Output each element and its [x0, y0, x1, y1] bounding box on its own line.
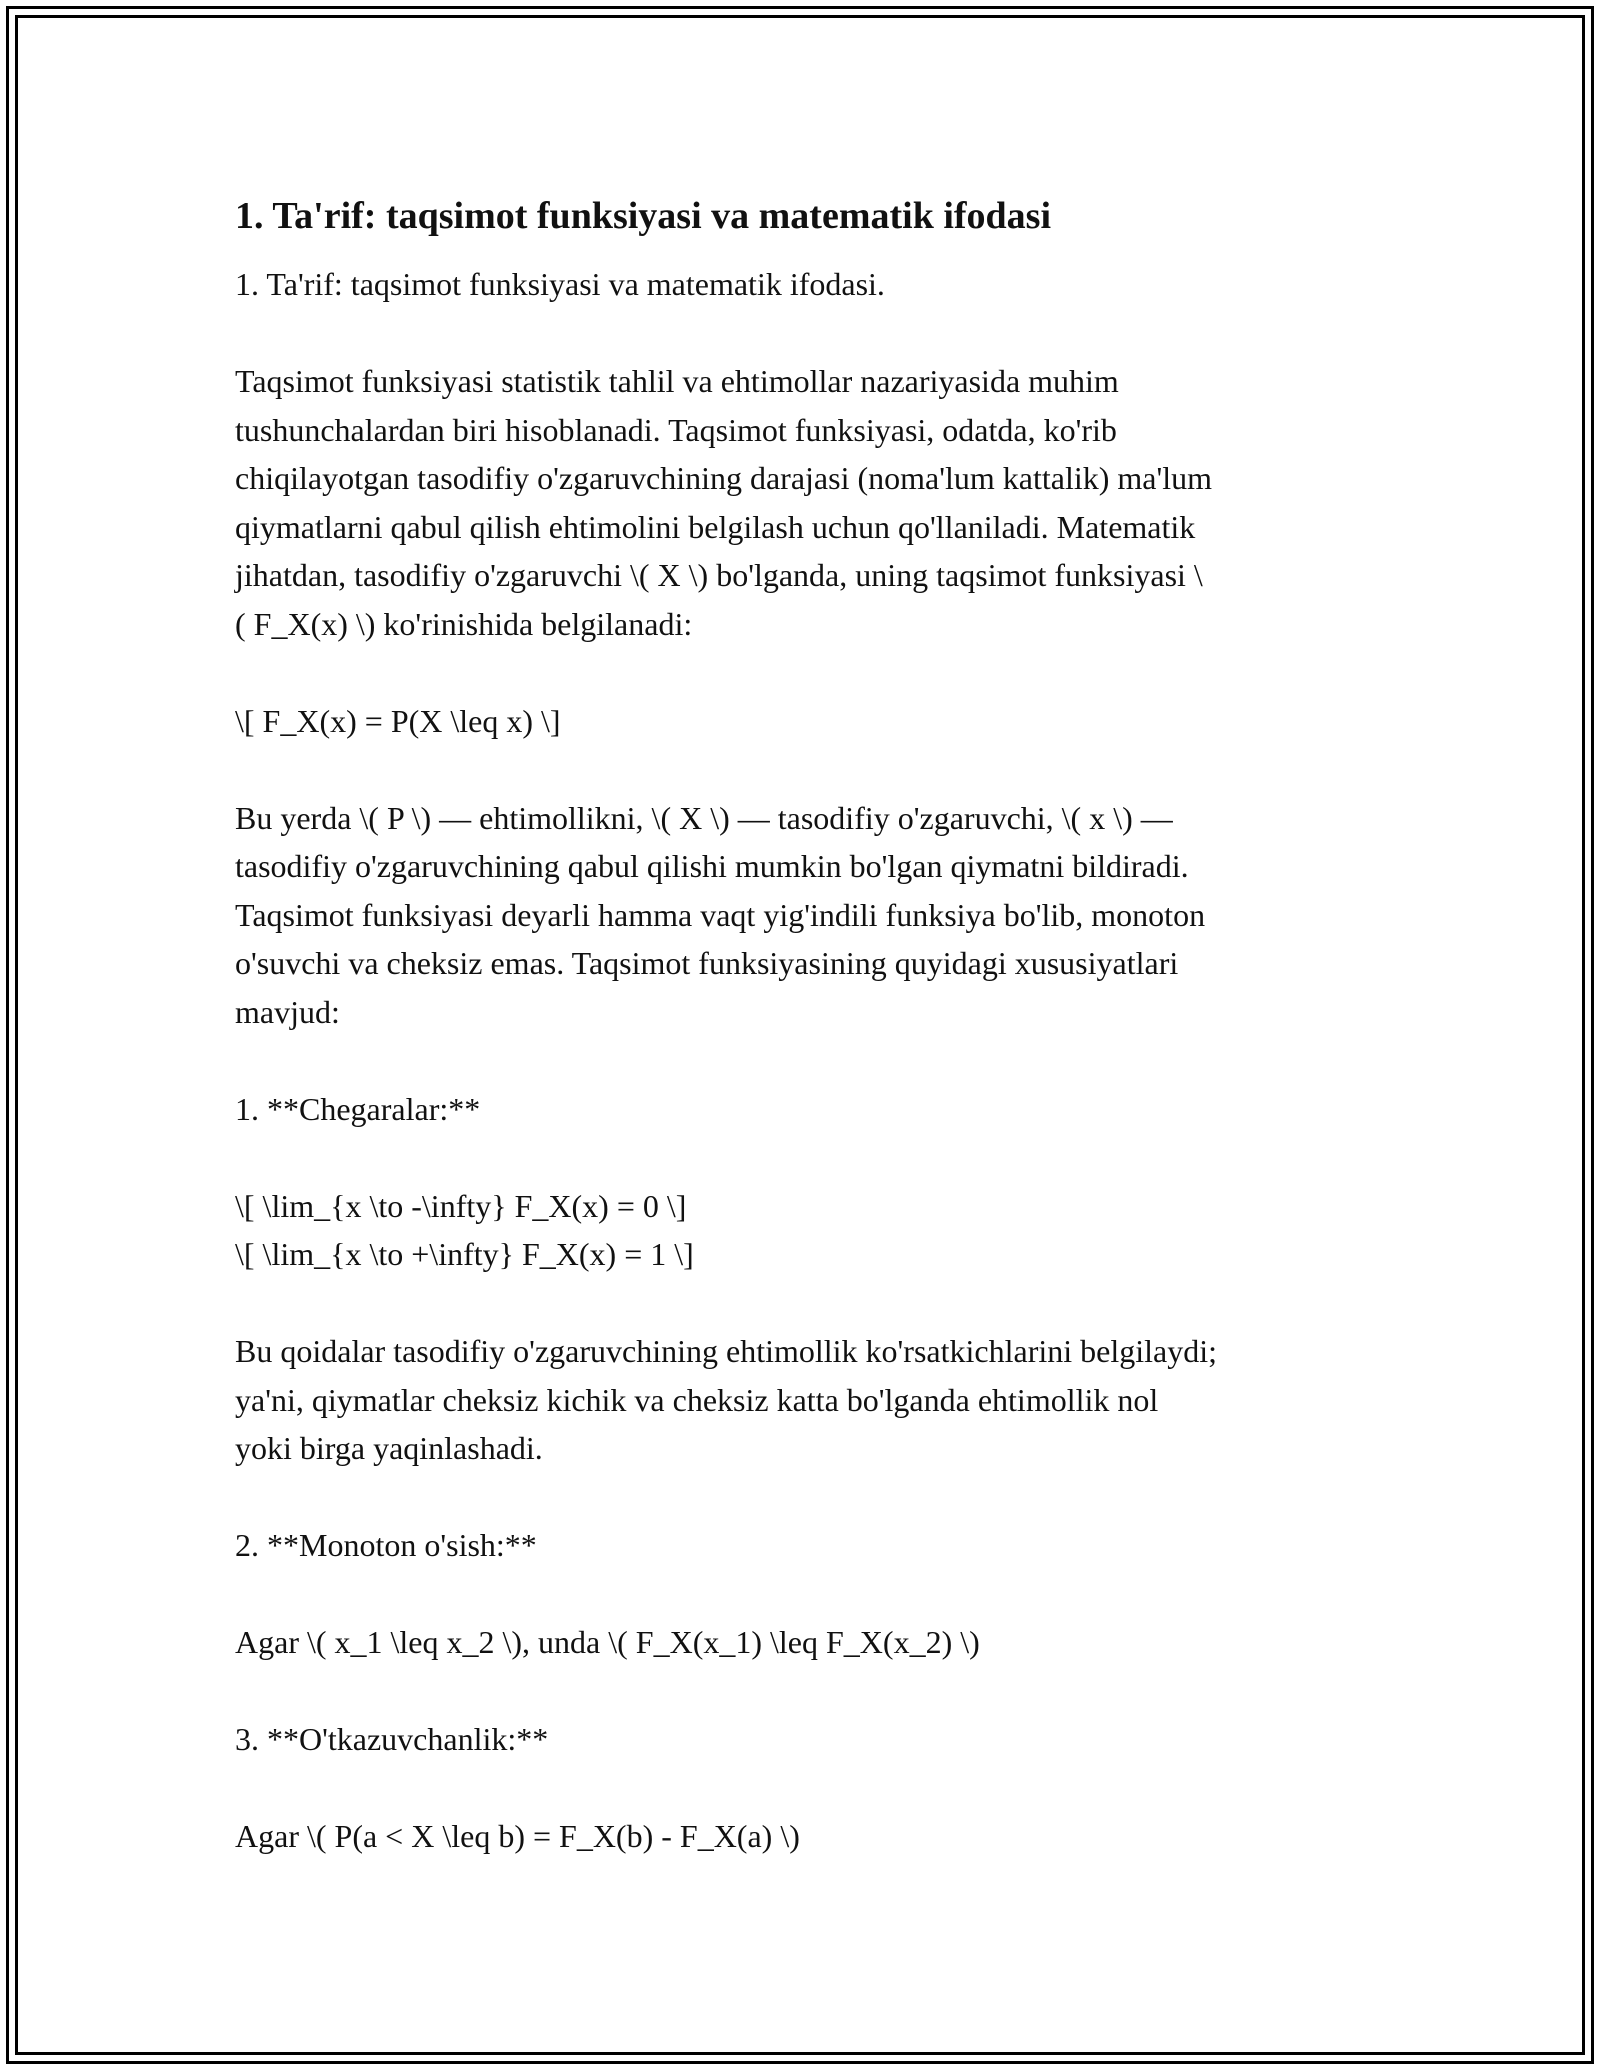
document-content [235, 180, 1375, 1861]
document-body: 1. Ta'rif: taqsimot funksiyasi va matematik ifodasi. Taqsimot funksiyasi statistik tahlil va ehtimollar nazariyasida muhim tushunchalardan biri hisoblanadi. Taqsimot funksiyasi, odatda, ko'rib chiqilayotgan tasodifiy o'zgaruvchining darajasi (noma'lum kattalik) ma'lum qiymatlarni qabul qilish ehtimolini belgilash uchun qo'llaniladi. Matematik jihatdan, tasodifiy o'zgaruvchi \( X \) bo'lganda, uning taqsimot funksiyasi \ ( F_X(x) \) ko'rinishida belgilanadi: \[ F_X(x) = P(X \leq x) \] Bu yerda \( P \) — ehtimollikni, \( X \) — tasodifiy o'zgaruvchi, \( x \) — tasodifiy o'zgaruvchining qabul qilishi mumkin bo'lgan qiymatni bildiradi. Taqsimot funksiyasi deyarli hamma vaqt yig'indili funksiya bo'lib, monoton o'suvchi va cheksiz emas. Taqsimot funksiyasining quyidagi xususiyatlari mavjud: 1. **Chegaralar:** \[ \lim_{x \to -\infty} F_X(x) = 0 \] \[ \lim_{x \to +\infty} F_X(x) = 1 \] Bu qoidalar tasodifiy o'zgaruvchining ehtimollik ko'rsatkichlarini belgilaydi; ya'ni, qiymatlar cheksiz kichik va cheksiz katta bo'lganda ehtimollik nol yoki birga yaqinlashadi. 2. **Monoton o'sish:** Agar \( x_1 \leq x_2 \), unda \( F_X(x_1) \leq F_X(x_2) \) 3. **O'tkazuvchanlik:** Agar \( P(a < X \leq b) = F_X(b) - F_X(a) \) [235, 266, 1217, 1854]
document-heading: 1. Ta'rif: taqsimot funksiyasi va matematik ifodasi [235, 195, 1052, 237]
